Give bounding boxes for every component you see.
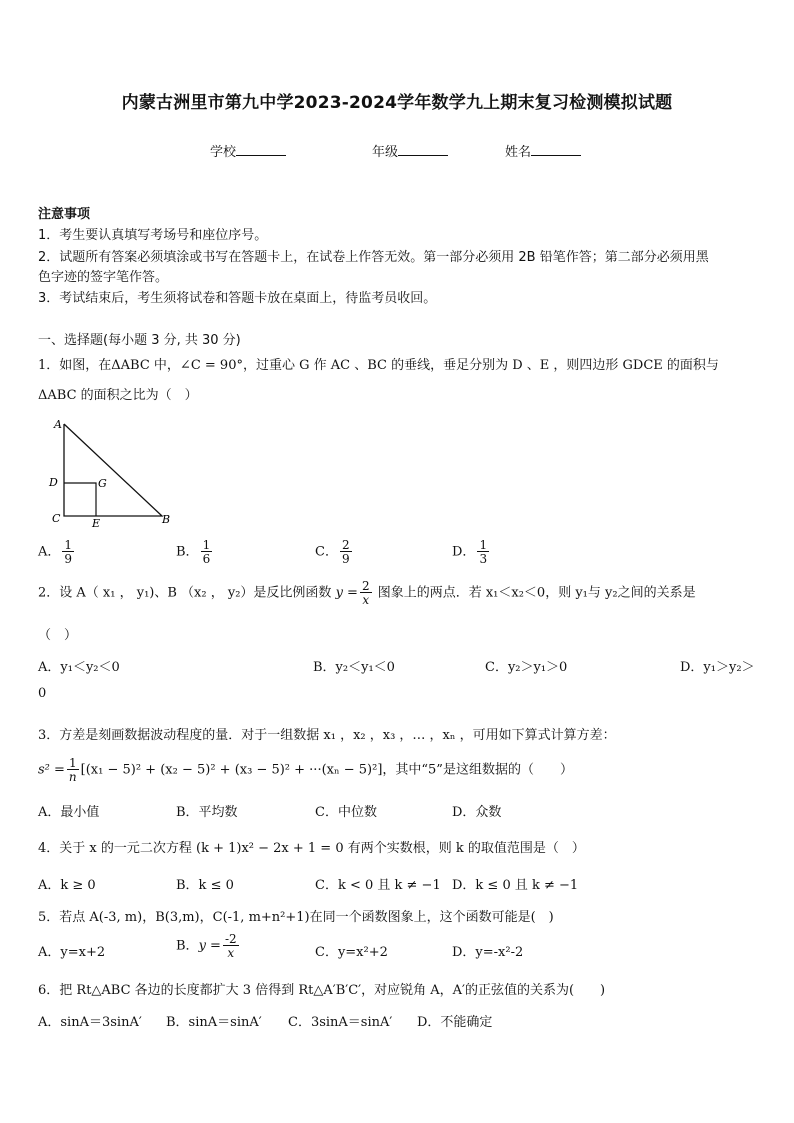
q4-option-d: D．k ≤ 0 且 k ≠ −1: [452, 878, 579, 893]
notice-item-2: 2．试题所有答案必须填涂或书写在答题卡上，在试卷上作答无效。第一部分必须用 2B 铅笔作答；第二部分必须用黑: [38, 250, 709, 265]
q4-option-a: A．k ≥ 0: [38, 878, 96, 893]
q4-option-b: B．k ≤ 0: [176, 878, 234, 893]
section-heading: 一、选择题(每小题 3 分, 共 30 分): [38, 333, 241, 348]
q5-option-d: D．y=-x²-2: [452, 945, 524, 960]
label-d: D: [49, 476, 58, 489]
q2-option-d: D．y₁＞y₂＞: [680, 660, 755, 675]
q5-option-c: C．y=x²+2: [315, 945, 388, 960]
q1-triangle-figure: [40, 412, 180, 532]
q3-option-c: C．中位数: [315, 805, 377, 820]
q3-option-b: B．平均数: [176, 805, 238, 820]
label-a: A: [54, 418, 62, 431]
q3-text: 3．方差是刻画数据波动程度的量．对于一组数据 x₁ ，x₂ ，x₃ ，… ，xₙ ，可用如下算式计算方差：: [38, 728, 616, 743]
q1-text: 1．如图，在ΔABC 中，∠C = 90°，过重心 G 作 AC 、BC 的垂线，垂足分别为 D 、E ，则四边形 GDCE 的面积与: [38, 358, 719, 373]
q5-text: 5．若点 A(-3, m)，B(3,m)，C(-1, m+n²+1)在同一个函数图象上，这个函数可能是( ): [38, 910, 554, 925]
q2-option-b: B．y₂＜y₁＜0: [313, 660, 395, 675]
grade-field: [372, 141, 448, 160]
school-label: 学校: [210, 145, 237, 160]
q4-option-c: C．k < 0 且 k ≠ −1: [315, 878, 441, 893]
label-b: B: [162, 513, 171, 526]
q1-option-d: D． $\frac{1}{3}$: [452, 538, 488, 566]
q2-text: 2．设 A（ x₁ ， y₁)、B （x₂ ， y₂）是反比例函数 y = $\frac{2}{x}$ 图象上的两点．若 x₁＜x₂＜0，则 y₁与 y₂之间的关系是: [38, 579, 696, 607]
q2-text-cont: （ ）: [38, 628, 78, 643]
q6-option-d: D．不能确定: [417, 1015, 493, 1030]
name-blank: [531, 143, 581, 156]
q1-option-b: B． $\frac{1}{6}$: [176, 538, 211, 566]
exam-title: 内蒙古洲里市第九中学2023-2024学年数学九上期末复习检测模拟试题: [121, 93, 673, 113]
q6-text: 6．把 Rt△ABC 各边的长度都扩大 3 倍得到 Rt△A′B′C′，对应锐角 A，A′的正弦值的关系为( ): [38, 983, 606, 998]
q3-formula: s² = $\frac{1}{n}$ [(x₁ − 5)² + (x₂ − 5)² + (x₃ − 5)² + ···(xₙ − 5)²]，其中“5”是这组数据的（ ）: [38, 756, 573, 784]
label-g: G: [98, 477, 107, 490]
q1-text-cont: ΔABC 的面积之比为（ ）: [38, 388, 198, 403]
notice-item-3: 3．考试结束后，考生须将试卷和答题卡放在桌面上，待监考员收回。: [38, 291, 437, 306]
q5-option-a: A．y=x+2: [38, 945, 106, 960]
school-blank: [236, 143, 286, 156]
q6-option-c: C．3sinA＝sinA′: [288, 1015, 393, 1030]
q3-option-d: D．众数: [452, 805, 502, 820]
q2-option-a: A．y₁＜y₂＜0: [38, 660, 120, 675]
school-field: [210, 141, 286, 160]
q2-option-d-wrap: 0: [38, 686, 47, 701]
name-field: [505, 141, 581, 160]
q6-option-a: A．sinA＝3sinA′: [38, 1015, 142, 1030]
q4-text: 4．关于 x 的一元二次方程 (k + 1)x² − 2x + 1 = 0 有两个实数根，则 k 的取值范围是（ ）: [38, 841, 585, 856]
notice-heading: 注意事项: [38, 207, 91, 222]
grade-blank: [398, 143, 448, 156]
notice-item-1: 1．考生要认真填写考场号和座位序号。: [38, 228, 268, 243]
q5-option-b: B．y = $\frac{-2}{x}$: [176, 932, 237, 960]
grade-label: 年级: [372, 145, 399, 160]
label-e: E: [92, 517, 101, 530]
name-label: 姓名: [505, 145, 532, 160]
q1-option-c: C． $\frac{2}{9}$: [315, 538, 350, 566]
notice-item-2-cont: 色字迹的签字笔作答。: [38, 270, 169, 285]
label-c: C: [52, 512, 61, 525]
q1-option-a: A． $\frac{1}{9}$: [38, 538, 73, 566]
q6-option-b: B．sinA＝sinA′: [166, 1015, 262, 1030]
q2-option-c: C．y₂＞y₁＞0: [485, 660, 568, 675]
q3-option-a: A．最小值: [38, 805, 100, 820]
